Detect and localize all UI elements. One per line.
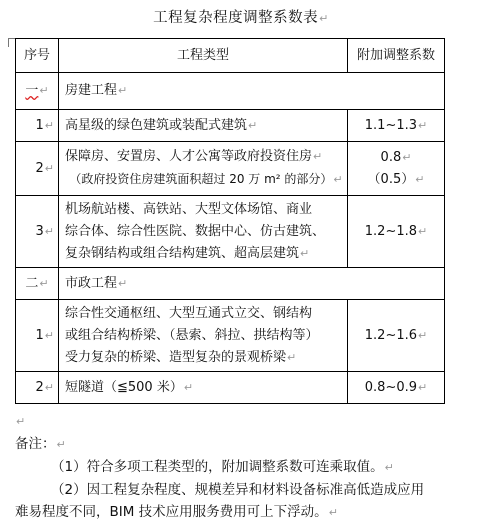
table-row bbox=[16, 372, 445, 404]
row-seq: 2↵ bbox=[16, 372, 59, 404]
header-type: 工程类型 bbox=[59, 39, 348, 73]
header-seq: 序号 bbox=[16, 39, 59, 73]
header-row bbox=[16, 39, 445, 73]
section-row-building bbox=[16, 73, 445, 110]
row-coef: 0.8~0.9↵ bbox=[348, 372, 445, 404]
row-seq: 1↵ bbox=[16, 110, 59, 142]
return-mark-icon: ↵ bbox=[319, 12, 329, 25]
adjustment-coefficient-table bbox=[15, 38, 445, 404]
row-type: 高星级的绿色建筑或装配式建筑↵ bbox=[59, 110, 348, 142]
row-type: 机场航站楼、高铁站、大型文体场馆、商业 综合体、综合性医院、数据中心、仿古建筑、 复杂钢结构或组合结构建筑、超高层建筑↵ bbox=[59, 196, 348, 268]
table-row bbox=[16, 142, 445, 196]
notes-heading: 备注：↵ bbox=[15, 436, 66, 452]
row-seq: 3↵ bbox=[16, 196, 59, 268]
section-row-municipal bbox=[16, 268, 445, 300]
note-item: （2）因工程复杂程度、规模差异和材料设备标准高低造成应用 bbox=[51, 482, 425, 498]
table-row bbox=[16, 110, 445, 142]
title-text: 工程复杂程度调整系数表 bbox=[153, 10, 319, 26]
row-type: 保障房、安置房、人才公寓等政府投资住房↵ （政府投资住房建筑面积超过 20 万 m² 的部分）↵ bbox=[59, 142, 348, 196]
row-seq: 1↵ bbox=[16, 300, 59, 372]
row-type: 综合性交通枢纽、大型互通式立交、钢结构 或组合结构桥梁、（悬索、斜拉、拱结构等） 受力复杂的桥梁、造型复杂的景观桥梁↵ bbox=[59, 300, 348, 372]
note-item-continued: 难易程度不同，BIM 技术应用服务费用可上下浮动。↵ bbox=[15, 504, 338, 520]
row-type: 短隧道（≦500 米）↵ bbox=[59, 372, 348, 404]
empty-line: ↵ bbox=[16, 415, 26, 428]
document-title bbox=[0, 6, 482, 27]
row-coef: 0.8↵ （0.5）↵ bbox=[348, 142, 445, 196]
table-row bbox=[16, 300, 445, 372]
notes-block bbox=[15, 410, 480, 524]
row-seq: 2↵ bbox=[16, 142, 59, 196]
section-number: 二↵ bbox=[16, 268, 59, 300]
row-coef: 1.2~1.8↵ bbox=[348, 196, 445, 268]
section-number: 一↵ bbox=[16, 73, 59, 110]
header-coef: 附加调整系数 bbox=[348, 39, 445, 73]
note-item: （1）符合多项工程类型的，附加调整系数可连乘取值。↵ bbox=[51, 459, 394, 475]
section-name: 房建工程↵ bbox=[59, 73, 445, 110]
section-name: 市政工程↵ bbox=[59, 268, 445, 300]
table-row bbox=[16, 196, 445, 268]
row-coef: 1.2~1.6↵ bbox=[348, 300, 445, 372]
row-coef: 1.1~1.3↵ bbox=[348, 110, 445, 142]
